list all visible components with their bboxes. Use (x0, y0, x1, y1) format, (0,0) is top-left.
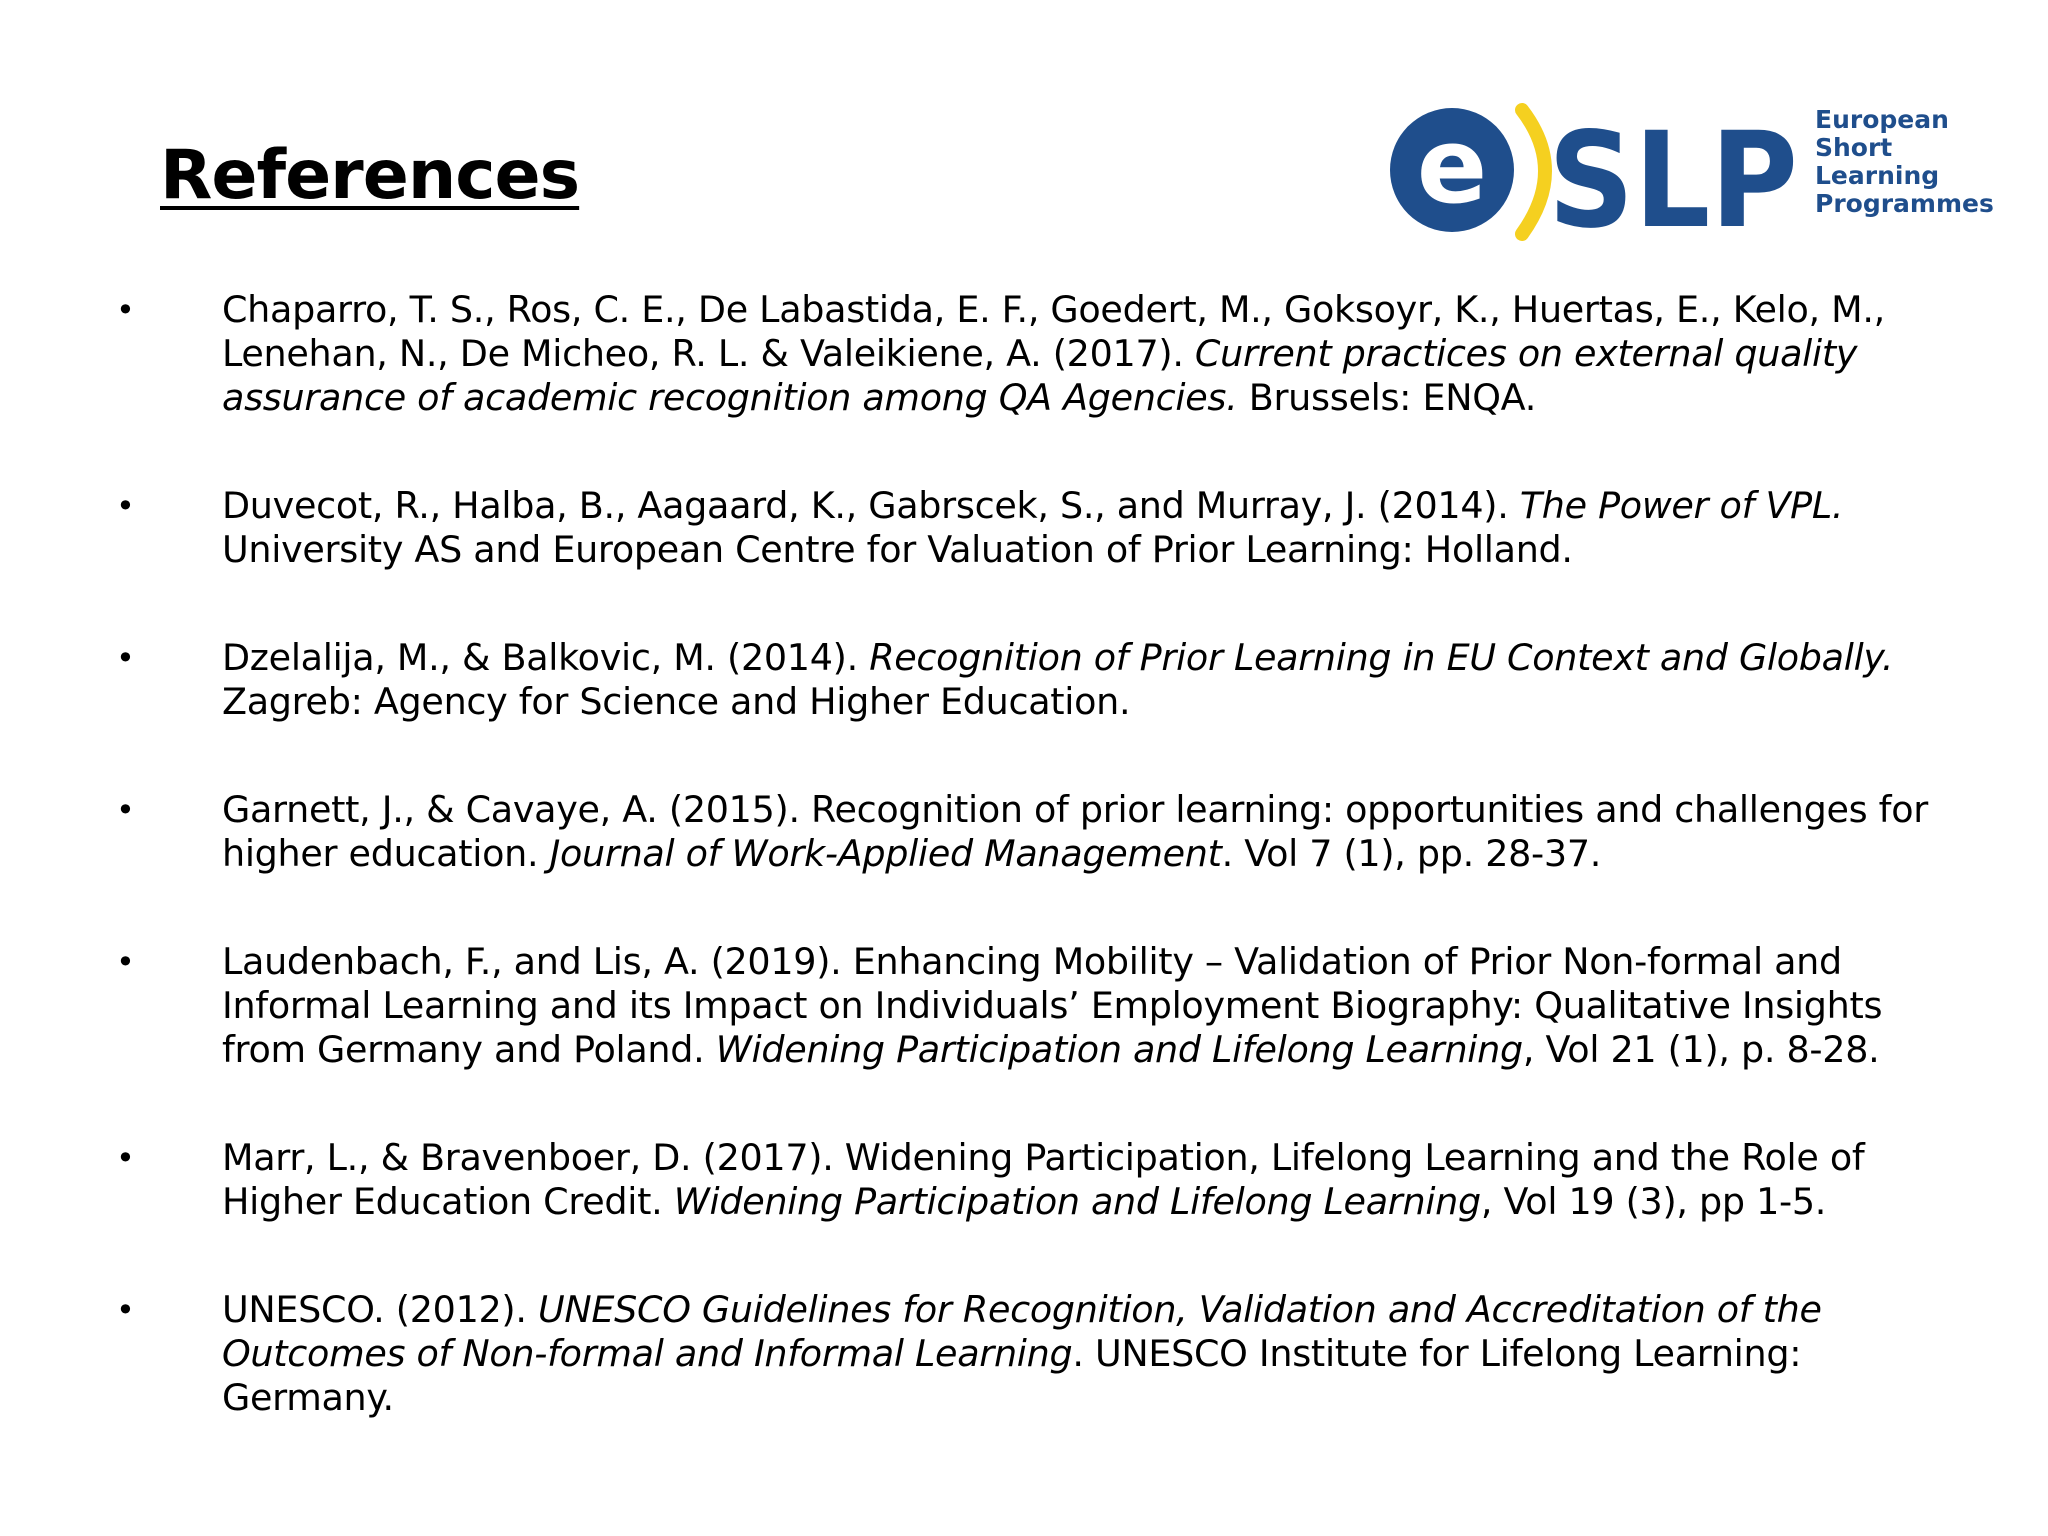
reference-journal: Widening Participation and Lifelong Learning (673, 1180, 1481, 1223)
reference-item (112, 288, 1932, 420)
reference-item (112, 1288, 1932, 1420)
reference-authors: Duvecot, R., Halba, B., Aagaard, K., Gabrscek, S., and Murray, J. (2014). (222, 484, 1520, 527)
reference-item (112, 484, 1932, 572)
bullet: • (116, 639, 135, 677)
reference-source: Brussels: ENQA. (1237, 376, 1536, 419)
slide-title: References (160, 136, 580, 215)
logo-tagline-line-4: Programmes (1815, 189, 1994, 218)
reference-authors: Garnett, J., & Cavaye, A. (2015). Recognition of prior learning: opportunities and challenges for higher education. (222, 788, 1928, 875)
reference-source: . Vol 7 (1), pp. 28-37. (1221, 832, 1602, 875)
reference-journal: Journal of Work-Applied Management (549, 832, 1222, 875)
reference-source: Zagreb: Agency for Science and Higher Education. (222, 680, 1131, 723)
bullet: • (116, 291, 135, 329)
reference-item (112, 636, 1932, 724)
reference-title: UNESCO Guidelines for Recognition, Validation and Accreditation of the Outcomes of Non-formal and Informal Learning (222, 1288, 1822, 1375)
logo-letters-slp: SLP (1548, 104, 1798, 258)
reference-authors: Chaparro, T. S., Ros, C. E., De Labastida, E. F., Goedert, M., Goksoyr, K., Huertas, E., Kelo, M., Lenehan, N., De Micheo, R. L. & Valeikiene, A. (2017). (222, 288, 1885, 375)
logo-tagline-line-3: Learning (1815, 161, 1940, 190)
reference-source: , Vol 19 (3), pp 1-5. (1480, 1180, 1827, 1223)
reference-item (112, 940, 1932, 1072)
reference-source: University AS and European Centre for Valuation of Prior Learning: Holland. (222, 528, 1573, 571)
logo-yellow-bracket (1522, 110, 1545, 234)
reference-source: , Vol 21 (1), p. 8-28. (1522, 1028, 1880, 1071)
reference-source: . UNESCO Institute for Lifelong Learning: Germany. (222, 1332, 1802, 1419)
logo-tagline-line-1: European (1815, 105, 1949, 134)
bullet: • (116, 1291, 135, 1329)
reference-title: Recognition of Prior Learning in EU Context and Globally. (869, 636, 1894, 679)
reference-authors: Marr, L., & Bravenboer, D. (2017). Widening Participation, Lifelong Learning and the Role of Higher Education Credit. (222, 1136, 1865, 1223)
bullet: • (116, 487, 135, 525)
reference-journal: Widening Participation and Lifelong Learning (715, 1028, 1523, 1071)
reference-item (112, 788, 1932, 876)
reference-authors: UNESCO. (2012). (222, 1288, 538, 1331)
logo-letter-e: e (1416, 105, 1488, 227)
reference-authors: Laudenbach, F., and Lis, A. (2019). Enhancing Mobility – Validation of Prior Non-formal and Informal Learning and its Impact on Individuals’ Employment Biography: Qualitative Insights from Germany and Poland. (222, 940, 1883, 1071)
bullet: • (116, 1139, 135, 1177)
esslp-logo (1390, 96, 1994, 258)
reference-title: Current practices on external quality assurance of academic recognition among QA Agencies. (222, 332, 1858, 419)
reference-authors: Dzelalija, M., & Balkovic, M. (2014). (222, 636, 870, 679)
reference-title: The Power of VPL. (1519, 484, 1844, 527)
bullet: • (116, 943, 135, 981)
reference-list (112, 288, 1932, 1420)
reference-item (112, 1136, 1932, 1224)
logo-tagline-line-2: Short (1815, 133, 1893, 162)
bullet: • (116, 791, 135, 829)
